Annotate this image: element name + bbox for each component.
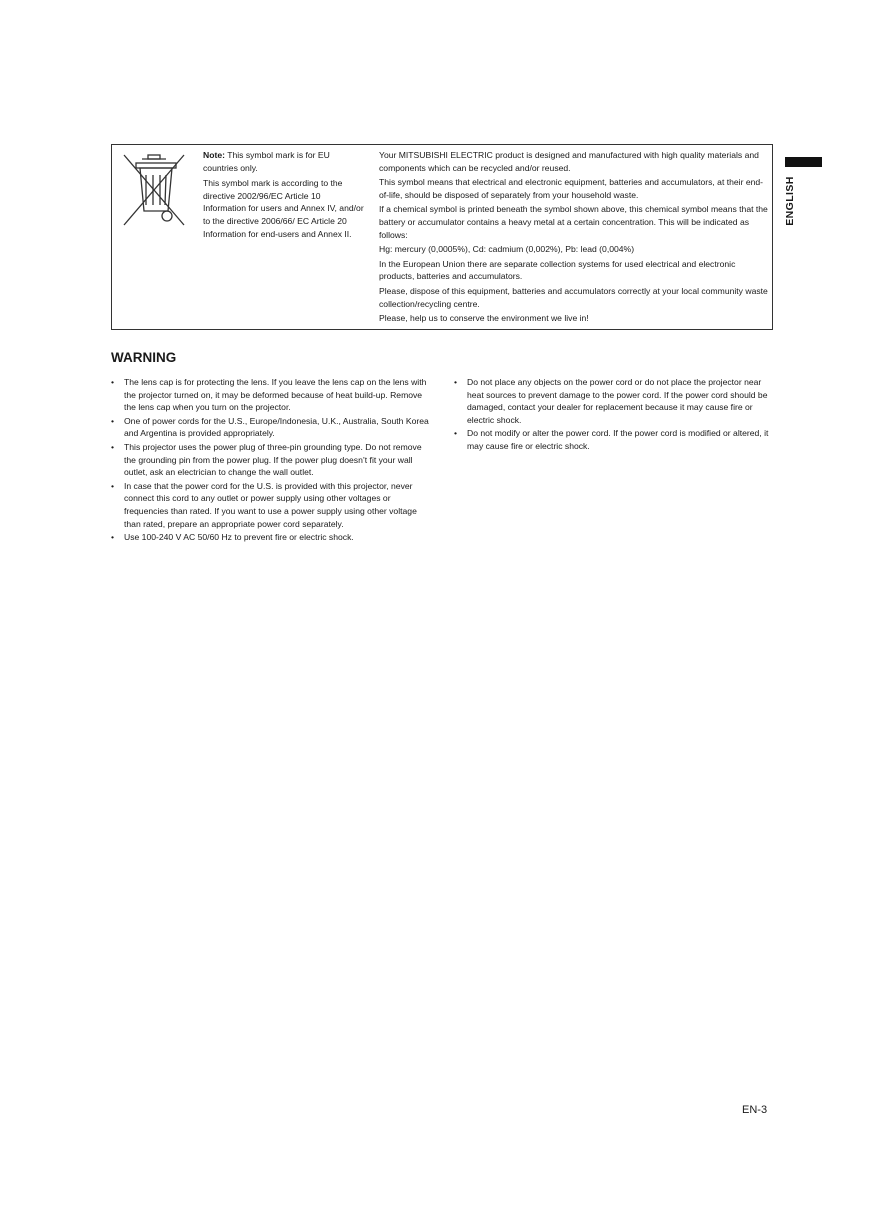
note-column xyxy=(203,149,365,243)
note-text: This symbol mark is for EU countries only. xyxy=(203,150,330,173)
info-paragraph: This symbol means that electrical and electronic equipment, batteries and accumulators, at their end-of-life, should be disposed of separately from your household waste. xyxy=(379,177,764,200)
warning-heading: WARNING xyxy=(111,350,177,365)
info-paragraph: In the European Union there are separate collection systems for used electrical and electronic products, batteries and accumulators. xyxy=(379,258,736,282)
directive-text: This symbol mark is according to the directive 2002/96/EC Article 10 Information for users and Annex IV, and/or to the directive 2006/66/ EC Article 20 Information for end-users and Annex II. xyxy=(203,178,364,239)
language-tab-label xyxy=(780,172,800,230)
info-paragraph: Please, dispose of this equipment, batteries and accumulators correctly at your local community waste collection/recycling centre. xyxy=(379,285,768,309)
list-item xyxy=(454,376,774,426)
recycling-info-column xyxy=(379,149,771,327)
eu-note xyxy=(203,149,365,174)
info-paragraph: Hg: mercury (0,0005%), Cd: cadmium (0,002%), Pb: lead (0,004%) xyxy=(379,244,635,255)
list-item xyxy=(111,441,431,479)
bullet-icon: • xyxy=(111,480,115,491)
bullet-icon: • xyxy=(111,532,115,543)
note-label: Note: xyxy=(203,150,225,160)
warning-list-right xyxy=(454,376,774,454)
warning-list-left xyxy=(111,376,431,545)
list-item-text: In case that the power cord for the U.S. is provided with this projector, never connect this cord to any outlet or power supply using other voltages or frequencies than rated. If you want to use a power supply using other voltage than rated, prepare an appropriate power cord separately. xyxy=(124,480,417,529)
list-item xyxy=(111,376,431,414)
bullet-icon: • xyxy=(111,415,115,426)
list-item-text: Use 100-240 V AC 50/60 Hz to prevent fire or electric shock. xyxy=(124,532,354,543)
list-item-text: The lens cap is for protecting the lens. If you leave the lens cap on the lens with the projector turned on, it may be deformed because of heat build-up. Remove the lens cap when you turn on the projector. xyxy=(124,377,427,413)
list-item xyxy=(454,427,774,452)
list-item-text: Do not modify or alter the power cord. If the power cord is modified or altered, it may cause fire or electric shock. xyxy=(467,428,769,451)
bullet-icon: • xyxy=(454,428,458,439)
page-number: EN-3 xyxy=(742,1104,768,1116)
language-tab-marker xyxy=(785,157,822,167)
weee-notice-box xyxy=(111,144,773,330)
list-item-text: This projector uses the power plug of three-pin grounding type. Do not remove the grounding pin from the power plug. If the power plug doesn’t fit your wall outlet, ask an electrician to change the wall outlet. xyxy=(124,441,422,478)
crossed-out-wheelie-bin-icon xyxy=(120,151,188,229)
list-item-text: One of power cords for the U.S., Europe/Indonesia, U.K., Australia, South Korea and Argentina is provided appropriately. xyxy=(124,415,429,439)
list-item-text: Do not place any objects on the power cord or do not place the projector near heat sources to prevent damage to the power cord. If the power cord should be damaged, contact your dealer for replacement because it may cause fire or electric shock. xyxy=(467,377,768,425)
bullet-icon: • xyxy=(111,441,115,452)
bullet-icon: • xyxy=(111,377,115,387)
language-label-text: ENGLISH xyxy=(784,176,796,226)
info-paragraph: Your MITSUBISHI ELECTRIC product is designed and manufactured with high quality materials and components which can be recycled and/or reused. xyxy=(379,150,759,173)
list-item xyxy=(111,480,431,530)
list-item xyxy=(111,415,431,440)
info-paragraph: If a chemical symbol is printed beneath the symbol shown above, this chemical symbol means that the battery or accumulator contains a heavy metal at a certain concentration. This will be indicated as follows: xyxy=(379,204,768,240)
bullet-icon: • xyxy=(454,377,458,387)
list-item xyxy=(111,531,431,544)
info-paragraph: Please, help us to conserve the environment we live in! xyxy=(379,313,589,324)
